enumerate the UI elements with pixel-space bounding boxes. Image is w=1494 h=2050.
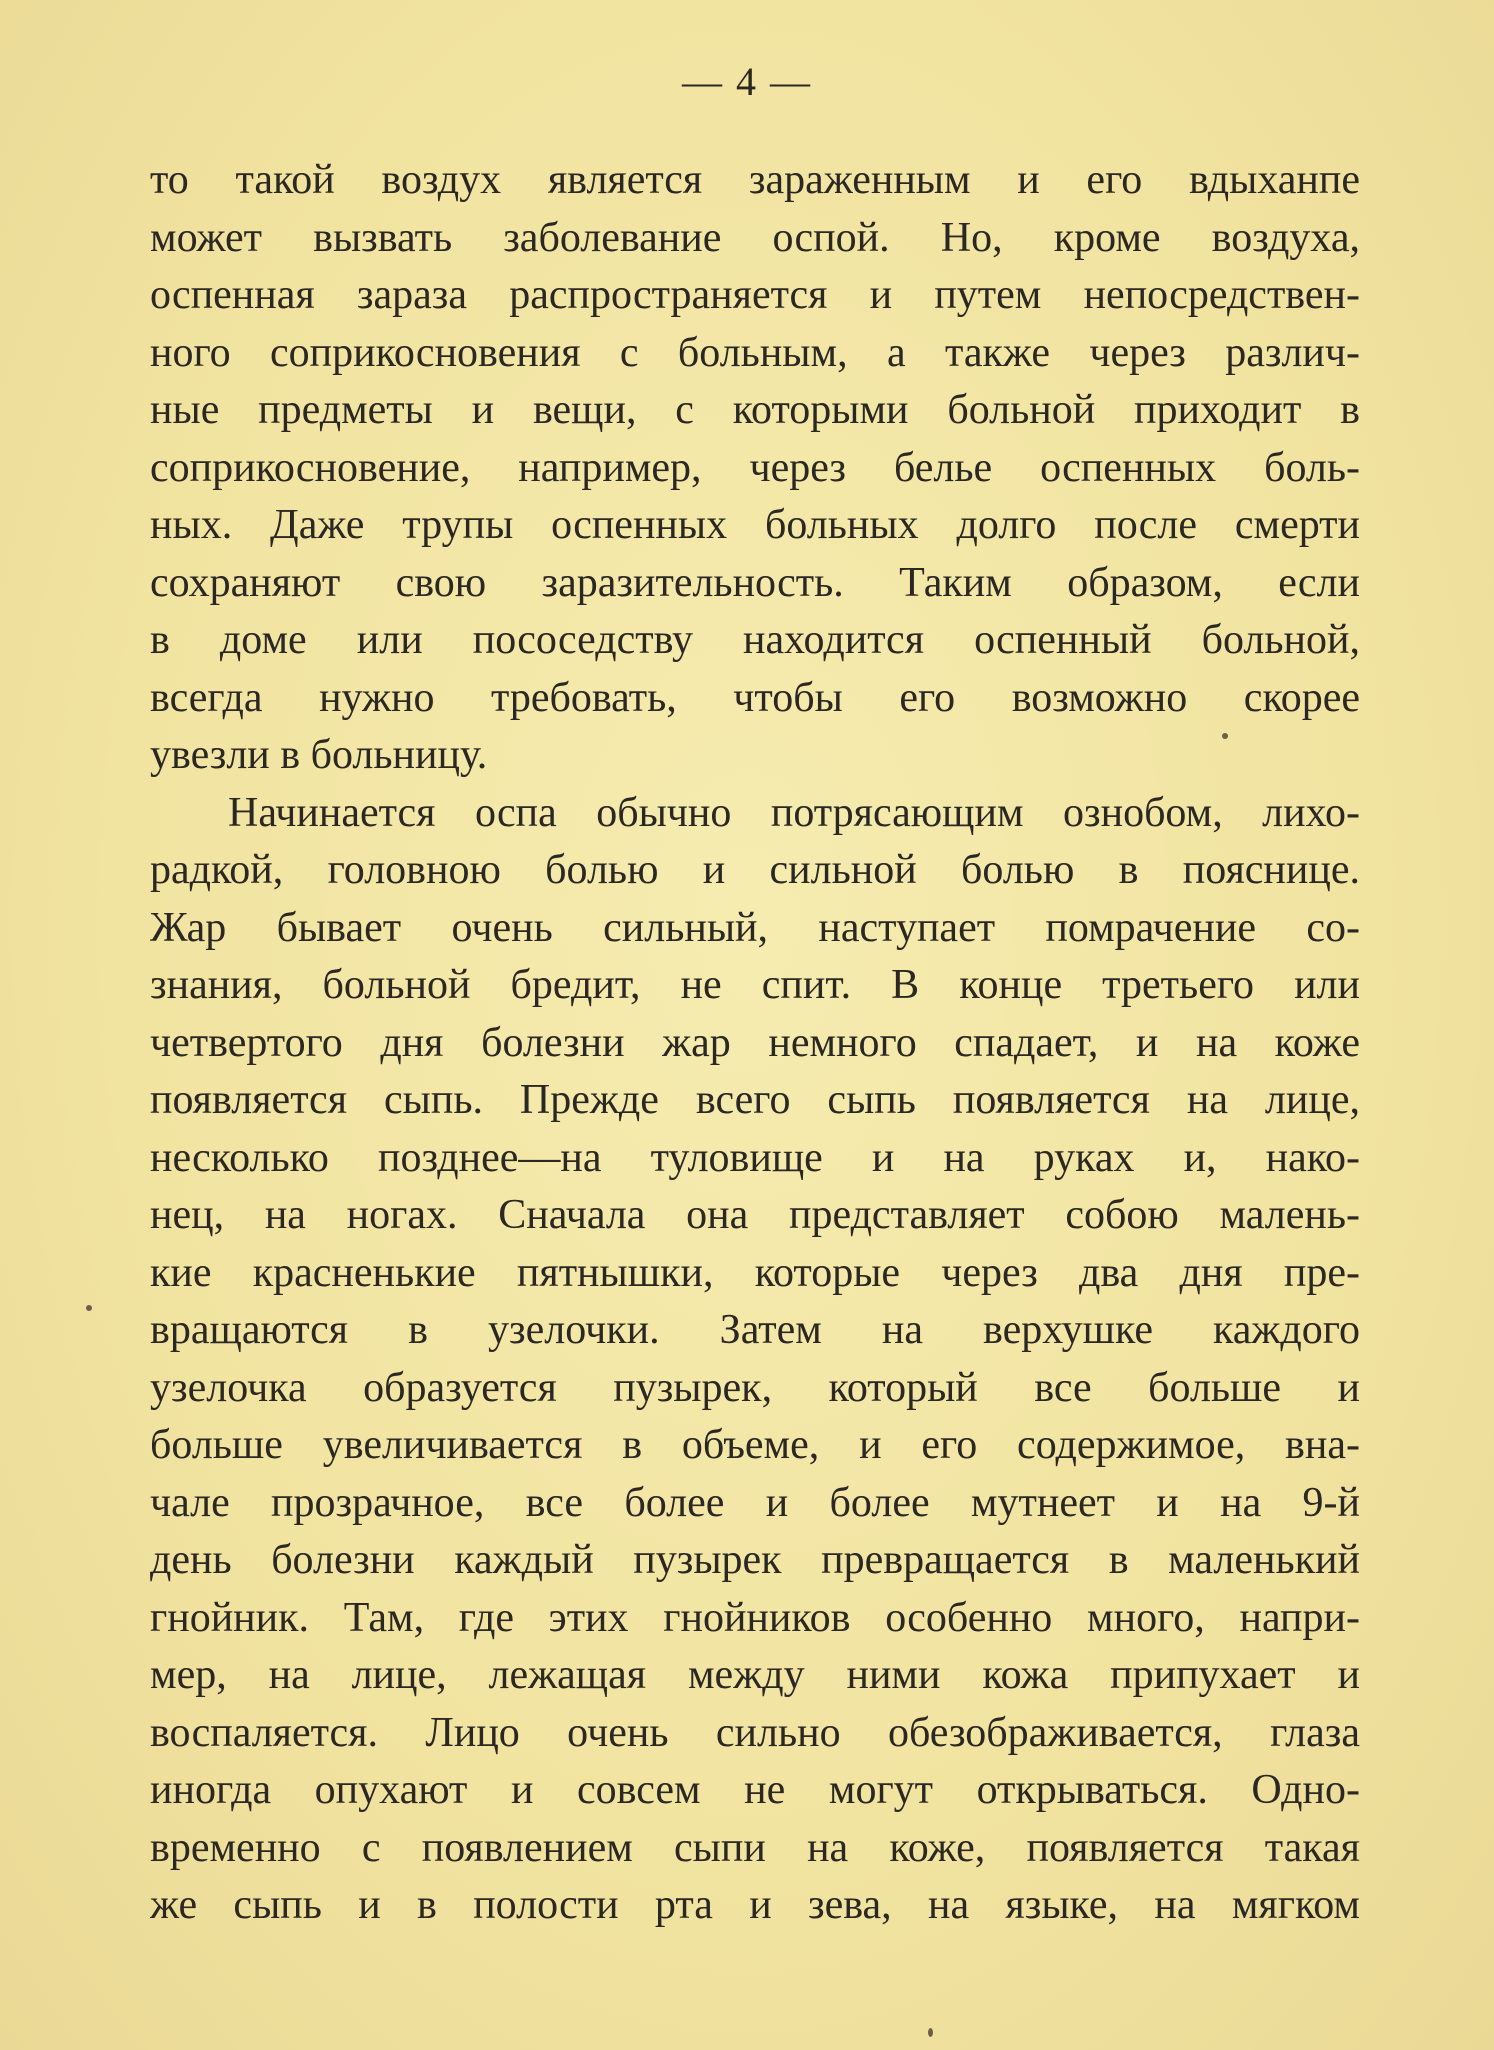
text-line: нец, на ногах. Сначала она представляет собою малень-: [150, 1192, 1360, 1238]
text-line: ные предметы и вещи, с которыми больной приходит в: [150, 387, 1360, 433]
print-speck: [928, 2028, 933, 2037]
text-line: в доме или пососедству находится оспенный больной,: [150, 617, 1360, 663]
text-line: Начинается оспа обычно потрясающим ознобом, лихо-: [228, 789, 1360, 836]
print-speck: [86, 1305, 92, 1311]
text-line: временно с появлением сыпи на коже, появляется такая: [150, 1824, 1360, 1871]
text-line: Жар бывает очень сильный, наступает помрачение со-: [150, 904, 1360, 951]
text-line: иногда опухают и совсем не могут открываться. Одно-: [150, 1767, 1360, 1813]
text-line: может вызвать заболевание оспой. Но, кроме воздуха,: [150, 214, 1360, 261]
text-line: сохраняют свою заразительность. Таким образом, если: [150, 559, 1360, 606]
text-line: то такой воздух является зараженным и его вдыханпе: [150, 157, 1360, 203]
text-line: несколько позднее—на туловище и на руках и, нако-: [150, 1134, 1360, 1181]
text-line: гнойник. Там, где этих гнойников особенно много, напри-: [150, 1594, 1360, 1641]
text-line: чале прозрачное, все более и более мутнеет и на 9-й: [150, 1479, 1360, 1526]
text-line: соприкосновение, например, через белье оспенных боль-: [150, 444, 1360, 491]
text-line: кие красненькие пятнышки, которые через два дня пре-: [150, 1249, 1360, 1296]
text-line: ного соприкосновения с больным, а также через различ-: [150, 329, 1360, 376]
text-line: радкой, головною болью и сильной болью в пояснице.: [150, 847, 1360, 893]
text-line: ных. Даже трупы оспенных больных долго после смерти: [150, 502, 1360, 548]
text-line: вращаются в узелочки. Затем на верхушке каждого: [150, 1307, 1360, 1353]
text-line: четвертого дня болезни жар немного спадает, и на коже: [150, 1019, 1360, 1066]
text-line: же сыпь и в полости рта и зева, на языке, на мягком: [150, 1882, 1360, 1928]
page-number: — 4 —: [682, 59, 812, 104]
text-line: узелочка образуется пузырек, который все больше и: [150, 1364, 1360, 1411]
text-line: знания, больной бредит, не спит. В конце третьего или: [150, 962, 1360, 1008]
text-line: больше увеличивается в объеме, и его содержимое, вна-: [150, 1422, 1360, 1468]
text-line: мер, на лице, лежащая между ними кожа припухает и: [150, 1652, 1360, 1698]
text-line: всегда нужно требовать, чтобы его возможно скорее: [150, 674, 1360, 721]
print-speck: [1222, 733, 1228, 739]
text-line: день болезни каждый пузырек превращается в маленький: [150, 1537, 1360, 1583]
text-line: воспаляется. Лицо очень сильно обезображивается, глаза: [150, 1709, 1360, 1756]
text-line: появляется сыпь. Прежде всего сыпь появляется на лице,: [150, 1077, 1360, 1123]
body-text: [150, 152, 1360, 1935]
text-line: увезли в больницу.: [150, 732, 488, 778]
text-line: оспенная зараза распространяется и путем непосредствен-: [150, 272, 1360, 318]
